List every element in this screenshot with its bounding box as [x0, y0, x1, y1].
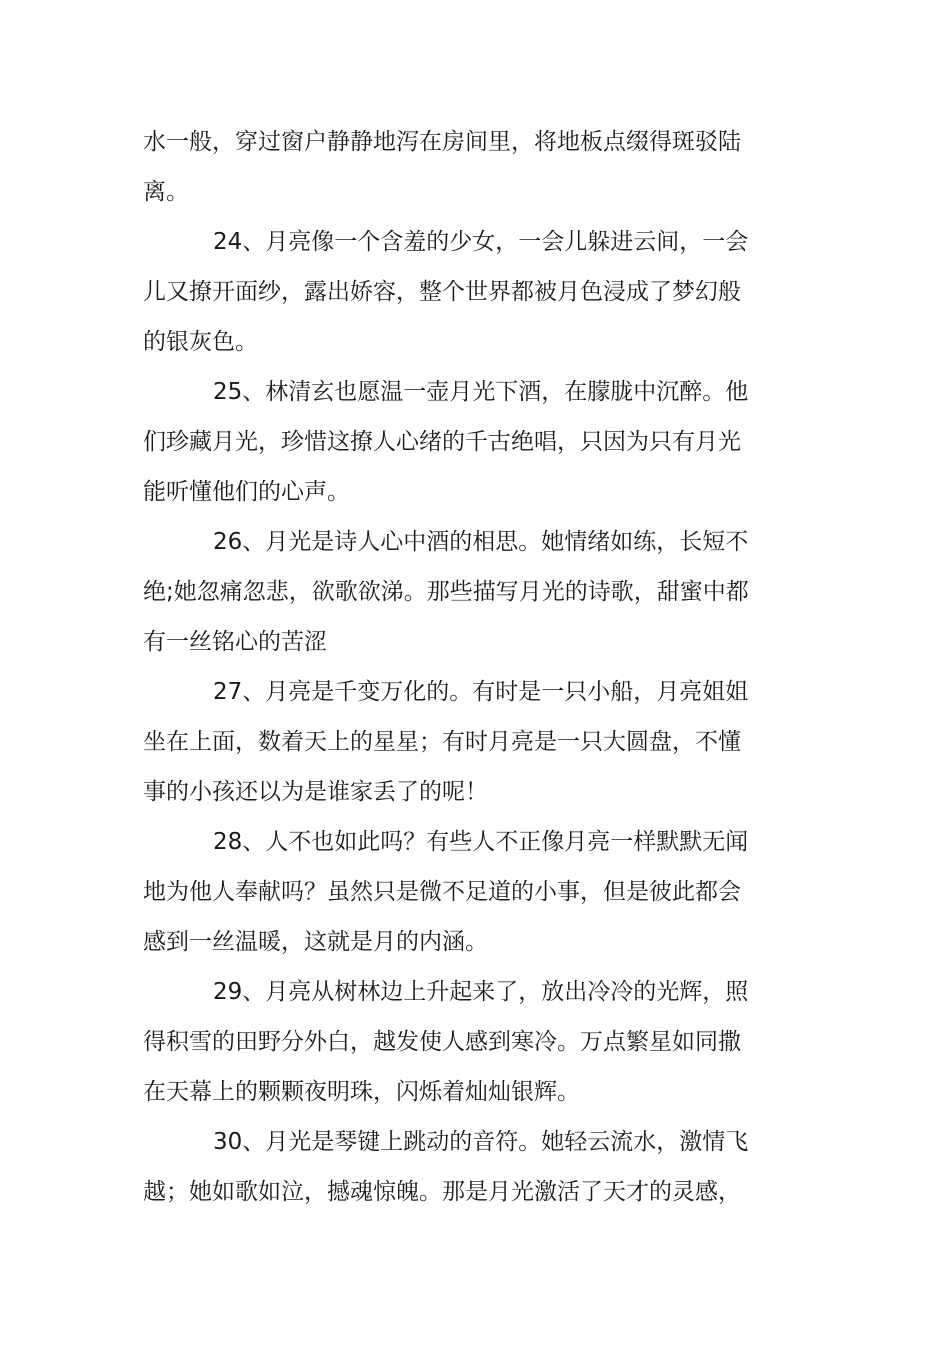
paragraph-27	[143, 667, 751, 817]
text-line: 25、林清玄也愿温一壶月光下酒，在朦胧中沉醉。他	[213, 379, 749, 405]
text-line: 得积雪的田野分外白，越发使人感到寒冷。万点繁星如同撒	[143, 1029, 741, 1055]
paragraph-30	[143, 1117, 751, 1217]
text-line: 坐在上面，数着天上的星星；有时月亮是一只大圆盘，不懂	[143, 729, 741, 755]
document-body	[143, 117, 751, 1217]
paragraph-25	[143, 367, 751, 517]
text-line: 29、月亮从树林边上升起来了，放出冷冷的光辉，照	[213, 979, 749, 1005]
paragraph-29	[143, 967, 751, 1117]
text-line: 30、月光是琴键上跳动的音符。她轻云流水，激情飞	[213, 1129, 749, 1155]
text-line: 离。	[143, 179, 189, 205]
text-line: 绝;她忽痛忽悲，欲歌欲涕。那些描写月光的诗歌，甜蜜中都	[143, 579, 749, 605]
text-line: 28、人不也如此吗？有些人不正像月亮一样默默无闻	[213, 829, 749, 855]
text-line: 的银灰色。	[143, 329, 258, 355]
text-line: 能听懂他们的心声。	[143, 479, 350, 505]
text-line: 27、月亮是千变万化的。有时是一只小船，月亮姐姐	[213, 679, 749, 705]
text-line: 水一般，穿过窗户静静地泻在房间里，将地板点缀得斑驳陆	[143, 129, 741, 155]
text-line: 感到一丝温暖，这就是月的内涵。	[143, 929, 488, 955]
paragraph-26	[143, 517, 751, 667]
paragraph-continued	[143, 117, 751, 217]
text-line: 越；她如歌如泣，撼魂惊魄。那是月光激活了天才的灵感，	[143, 1179, 741, 1205]
text-line: 们珍藏月光，珍惜这撩人心绪的千古绝唱，只因为只有月光	[143, 429, 741, 455]
text-line: 地为他人奉献吗？虽然只是微不足道的小事，但是彼此都会	[143, 879, 741, 905]
text-line: 26、月光是诗人心中酒的相思。她情绪如练，长短不	[213, 529, 749, 555]
text-line: 儿又撩开面纱，露出娇容，整个世界都被月色浸成了梦幻般	[143, 279, 741, 305]
paragraph-24	[143, 217, 751, 367]
text-line: 事的小孩还以为是谁家丢了的呢！	[143, 779, 488, 805]
text-line: 24、月亮像一个含羞的少女，一会儿躲进云间，一会	[213, 229, 749, 255]
paragraph-28	[143, 817, 751, 967]
text-line: 在天幕上的颗颗夜明珠，闪烁着灿灿银辉。	[143, 1079, 580, 1105]
text-line: 有一丝铭心的苦涩	[143, 629, 327, 655]
